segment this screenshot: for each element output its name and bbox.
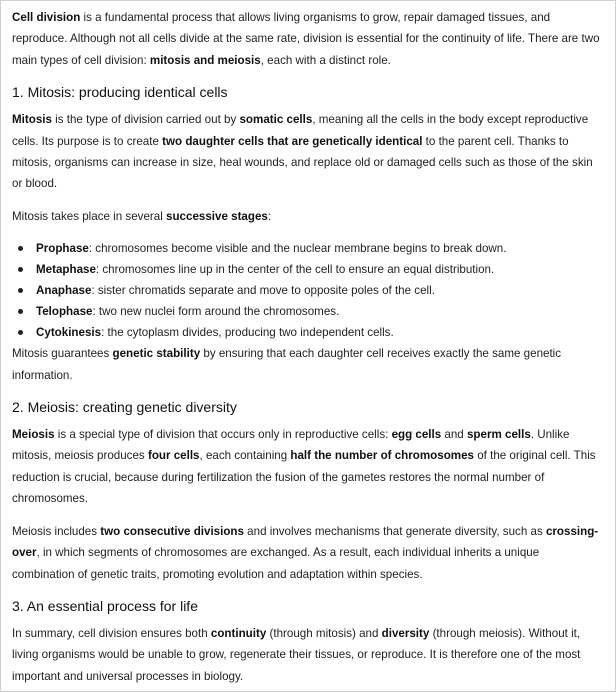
bold-term: Metaphase xyxy=(36,263,96,277)
bold-term: genetic stability xyxy=(112,347,201,361)
text-run: In summary, cell division ensures both xyxy=(12,626,211,640)
bold-term: Anaphase xyxy=(36,284,92,298)
bold-term: Telophase xyxy=(36,305,93,319)
bold-term: four cells xyxy=(147,449,200,463)
text-run: Meiosis includes xyxy=(12,524,101,538)
text-run: , each containing xyxy=(199,449,291,463)
text-run: to the parent cell. Thanks to mitosis, organisms can increase in size, heal wounds, and replace old or damaged cells such as those of the skin or blood. xyxy=(12,134,593,191)
text-run: of the original cell. This reduction is crucial, because during fertilization the fusion of the gametes restores the normal number of chromosomes. xyxy=(12,449,596,506)
text-run: , each with a distinct role. xyxy=(260,53,391,67)
mitosis-paragraph-3 xyxy=(12,343,601,386)
mitosis-stages-list xyxy=(12,238,601,343)
intro-paragraph xyxy=(12,7,601,71)
section-heading-essential: 3. An essential process for life xyxy=(12,597,198,614)
bold-term: continuity xyxy=(210,626,267,640)
text-run: by ensuring that each daughter cell receives exactly the same genetic information. xyxy=(12,347,562,382)
text-run: : chromosomes become visible and the nuclear membrane begins to break down. xyxy=(88,242,507,256)
bold-term: half the number of chromosomes xyxy=(290,449,474,463)
text-run: , meaning all the cells in the body except reproductive cells. Its purpose is to create xyxy=(12,113,589,148)
mitosis-paragraph-1 xyxy=(12,109,601,195)
bold-term: two daughter cells that are genetically identical xyxy=(162,134,423,148)
text-run: (through mitosis) and xyxy=(266,626,382,640)
text-run: : chromosomes line up in the center of the cell to ensure an equal distribution. xyxy=(95,263,495,277)
list-item xyxy=(12,322,601,343)
bold-term: diversity xyxy=(381,626,430,640)
bullet-icon xyxy=(18,267,23,272)
bullet-icon xyxy=(18,246,23,251)
bold-term: mitosis and meiosis xyxy=(149,53,261,67)
bullet-icon xyxy=(18,330,23,335)
text-run: is the type of division carried out by xyxy=(51,113,240,127)
bold-term: successive stages xyxy=(166,209,268,223)
bold-term: somatic cells xyxy=(239,113,313,127)
bold-term: Prophase xyxy=(36,242,89,256)
bullet-icon xyxy=(18,309,23,314)
bold-term: Cytokinesis xyxy=(36,326,102,340)
bold-term: sperm cells xyxy=(466,428,531,442)
bold-term: two consecutive divisions xyxy=(100,524,244,538)
text-run: . Unlike mitosis, meiosis produces xyxy=(12,428,570,463)
bold-term: Meiosis xyxy=(12,428,55,442)
bold-term: Mitosis xyxy=(12,113,52,127)
bold-term: egg cells xyxy=(391,428,442,442)
section-heading-mitosis: 1. Mitosis: producing identical cells xyxy=(12,84,228,101)
list-item xyxy=(12,238,601,259)
bold-term: crossing-over xyxy=(12,524,599,560)
text-run: Mitosis guarantees xyxy=(12,347,113,361)
mitosis-paragraph-2 xyxy=(12,206,601,227)
text-run: and involves mechanisms that generate diversity, such as xyxy=(243,524,546,538)
text-run: : xyxy=(267,209,272,223)
text-run: (through meiosis). Without it, living organisms would be unable to grow, regenerate their tissues, or reproduce. It is therefore one of the most important and universal processes in biology. xyxy=(12,626,581,683)
text-run: and xyxy=(441,428,467,442)
meiosis-paragraph-1 xyxy=(12,424,601,510)
text-run: is a special type of division that occurs only in reproductive cells: xyxy=(54,428,392,442)
bold-term: Cell division xyxy=(12,11,81,24)
text-run: is a fundamental process that allows living organisms to grow, repair damaged tissues, and reproduce. Although not all cells divide at the same rate, division is essential for the continuity of life. There are two main types of cell division: xyxy=(12,11,600,67)
text-run: , in which segments of chromosomes are exchanged. As a result, each individual inherits a unique combination of genetic traits, promoting evolution and adaptation within species. xyxy=(12,546,540,581)
essential-paragraph xyxy=(12,623,601,687)
text-run: : sister chromatids separate and move to opposite poles of the cell. xyxy=(91,284,435,298)
list-item xyxy=(12,301,601,322)
bullet-icon xyxy=(18,288,23,293)
text-run: : the cytoplasm divides, producing two independent cells. xyxy=(101,326,394,340)
text-run: : two new nuclei form around the chromosomes. xyxy=(92,305,340,319)
meiosis-paragraph-2 xyxy=(12,521,601,585)
list-item xyxy=(12,259,601,280)
list-item xyxy=(12,280,601,301)
text-run: Mitosis takes place in several xyxy=(12,209,167,223)
section-heading-meiosis: 2. Meiosis: creating genetic diversity xyxy=(12,399,237,416)
